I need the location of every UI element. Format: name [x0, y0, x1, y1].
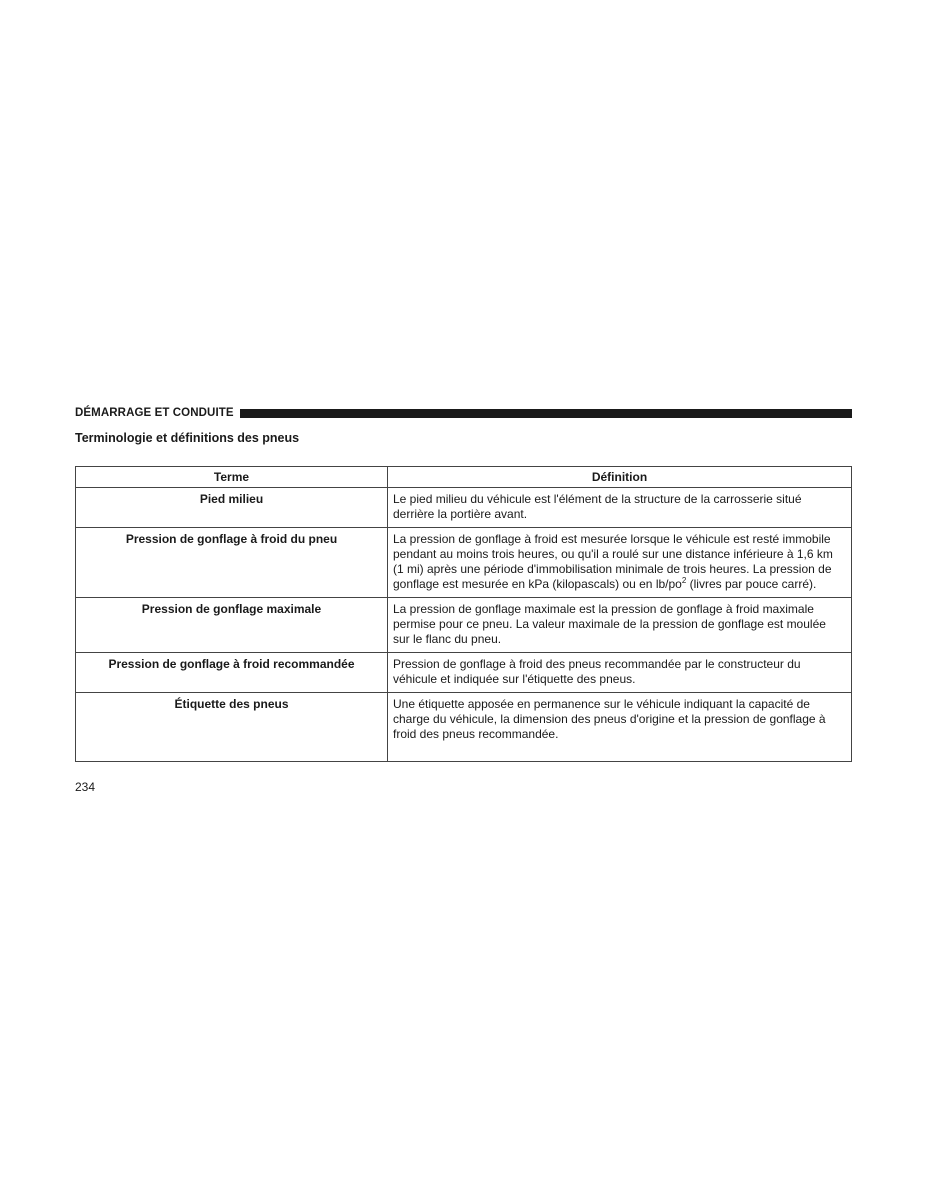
- definition-text: La pression de gonflage à froid est mesurée lorsque le véhicule est resté immobile pendant au moins trois heures, ou qu'il a roulé sur une distance inférieure à 1,6 km (1 mi) après une période d'immobilisation minimale de trois heures. La pression de gonflage est mesurée en kPa (kilopascals) ou en lb/po: [393, 532, 833, 591]
- page-subtitle: Terminologie et définitions des pneus: [75, 431, 300, 445]
- column-header-term: Terme: [76, 467, 388, 488]
- definition-cell: [388, 528, 852, 598]
- section-header: [75, 405, 852, 421]
- definition-cell: Le pied milieu du véhicule est l'élément de la structure de la carrosserie situé derrière la portière avant.: [388, 488, 852, 528]
- tire-terminology-table: [75, 466, 852, 762]
- term-cell: Étiquette des pneus: [76, 693, 388, 762]
- column-header-definition: Définition: [388, 467, 852, 488]
- section-title: DÉMARRAGE ET CONDUITE: [75, 407, 234, 419]
- definition-cell: La pression de gonflage maximale est la pression de gonflage à froid maximale permise pour ce pneu. La valeur maximale de la pression de gonflage est moulée sur le flanc du pneu.: [388, 598, 852, 653]
- table-row: [76, 598, 852, 653]
- superscript-exponent: 2: [681, 576, 687, 585]
- term-cell: Pression de gonflage maximale: [76, 598, 388, 653]
- term-cell: Pied milieu: [76, 488, 388, 528]
- table-row: [76, 653, 852, 693]
- table-row: [76, 693, 852, 762]
- definition-cell: Pression de gonflage à froid des pneus recommandée par le constructeur du véhicule et indiquée sur l'étiquette des pneus.: [388, 653, 852, 693]
- term-cell: Pression de gonflage à froid du pneu: [76, 528, 388, 598]
- table-header-row: [76, 467, 852, 488]
- definition-cell: Une étiquette apposée en permanence sur le véhicule indiquant la capacité de charge du véhicule, la dimension des pneus d'origine et la pression de gonflage à froid des pneus recommandée.: [388, 693, 852, 762]
- definition-text-tail: (livres par pouce carré).: [686, 577, 817, 591]
- page-number: 234: [75, 780, 96, 794]
- section-divider-bar: [240, 409, 852, 418]
- table-row: [76, 528, 852, 598]
- term-cell: Pression de gonflage à froid recommandée: [76, 653, 388, 693]
- table-row: [76, 488, 852, 528]
